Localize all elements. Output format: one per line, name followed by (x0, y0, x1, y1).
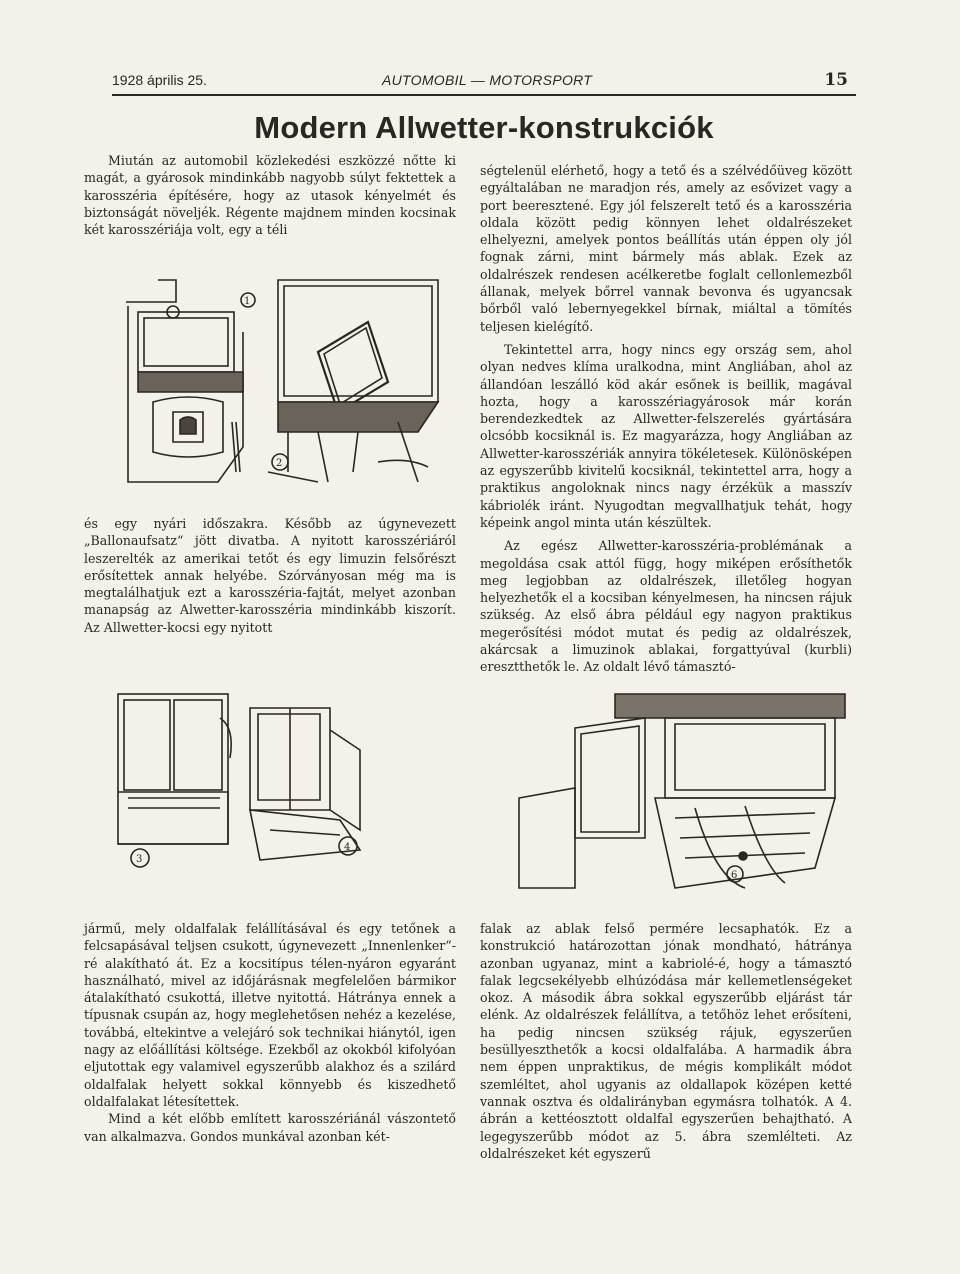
figure-interior (515, 688, 849, 896)
fig4-number: 4 (344, 842, 351, 853)
issue-date: 1928 április 25. (112, 72, 207, 88)
figure-door-windows (118, 272, 456, 498)
figure-3 (110, 688, 240, 876)
article-title: Modern Allwetter-konstrukciók (254, 110, 714, 145)
col2-top-p3: Az egész Allwetter-karosszéria-problémának a megoldása csak attól függ, hogy miképen erősíthetők meg legjobban az oldalrészek, illetőleg hogyan helyezhetők el a kocsiban kényelmesen, ha nincsen rájuk szükség. Az első ábra például egy nagyon praktikus megerősítési módot mutat és pedig az oldalrészek, akárcsak a limuzinok ablakai, forgattyúval (kurbli) eresztthetők le. Az oldalt lévő támasztó- (480, 538, 852, 675)
figure-4 (240, 700, 370, 876)
col1-bottom-text (84, 920, 456, 1145)
col1-mid-text: és egy nyári időszakra. Később az úgynevezett „Ballonaufsatz“ jött divatba. A nyitott karosszériáról leszerelték az amerikai tetőt és egy limuzin felsőrészt erősítettek annak helyébe. Szórványosan még ma is megtalálhatjuk ezt a karosszéria-fajtát, melyet azonban manapság az Alwetter-karosszéria mindinkább kiszorít. Az Allwetter-kocsi egy nyitott (84, 516, 456, 635)
col1-bot-p2: Mind a két előbb említett karosszériánál vászontető van alkalmazva. Gondos munkával azonban két- (84, 1111, 456, 1144)
col1-bot-p1: jármű, mely oldalfalak felállításával és egy tetőnek a felcsapásával teljsen csukott, úgynevezett „Innenlenker“-ré alakítható át. Ez a kocsitípus télen-nyáron egyaránt használható, mivel az időjárásnak megfelelően bármikor átalakítható csukottá, illetve nyitottá. Hátránya ennek a típusnak csupán az, hogy meglehetősen nehéz a kezelése, továbbá, eltekintve a velejáró sok technikai hiánytól, igen nagy az előállítási költsége. Ezekből az okokból kifolyóan eljutottak egy valamivel egyszerűbb alakhoz és a szilárd oldalfalak helyett sokkal könnyebb és kiszedhető oldalfalakat létesítettek. (84, 921, 456, 1109)
magazine-name: AUTOMOBIL — MOTORSPORT (382, 72, 593, 88)
col2-top-p2: Tekintettel arra, hogy nincs egy ország sem, ahol olyan nedves klíma uralkodna, mint Angliában, ahol az állandóan leszálló köd akár esőnek is beillik, magával hozta, hogy a karosszériagyárosok már korán berendezkedtek az Allwetter-felszerelés gyártására olcsóbb kocsiknál is. Ez magyarázza, hogy Angliában az Allwetter-karosszériák annyira tökéletesek. Különösképen az egyszerűbb kivitelű kocsiknál, tekintettel arra, hogy a praktikus angoloknak nincs nagy érzékük a masszív kábriolék iránt. Nyugodtan megvallhatjuk tehát, hogy képeink angol minta után készültek. (480, 341, 852, 530)
door-window-illustration (118, 272, 456, 498)
page-number: 15 (824, 70, 848, 90)
header-rule (112, 94, 856, 96)
fig2-number: 2 (276, 458, 283, 469)
fig3-number: 3 (136, 854, 143, 865)
fig1-number: 1 (244, 296, 251, 307)
col2-bottom-text: falak az ablak felső permére lecsaphatók. Ez a konstrukció határozottan jónak mondható, hátránya azonban ugyanaz, mint a kabriolé-é, hogy a támasztó falak legcsekélyebb elhúzódása már kellemetlenségeket okoz. A második ábra sokkal egyszerűbb eljárást tár elénk. Az oldalrészek felállítva, a tetőhöz lehet erősíteni, ha pedig nincsen szükség rájuk, egyszerűen besüllyeszthetők a kocsi oldalfalába. A harmadik ábra nem éppen unpraktikus, de mégis komplikált módot szemléltet, ahol ugyanis az oldallapok középen ketté vannak osztva és oldalirányban egymásra tolhatók. A 4. ábrán a kettéosztott oldalfal egyszerűen behajtható. A legegyszerűbb módot az 5. ábra szemlélteti. Az oldalrészeket két egyszerű (480, 921, 852, 1161)
fig5-number: 6 (731, 870, 738, 881)
col2-top-p1: ségtelenül elérhető, hogy a tető és a szélvédőüveg között egyáltalában ne maradjon rés, amely az esővizet vagy a port beeresztené. Egy jól felszerelt tető és a karosszéria oldala között pedig könnyen lehet oldalrészeket elhelyezni, amelyek pontos beállítás után éppen oly jól fognak zárni, mint bármely más ablak. Ezek az oldalrészek rendesen acélkeretbe foglalt cellonlemezből állanak, melyek bőrrel vannak bevonva és ugyancsak bőrből való lebernyegekkel bírnak, miáltal a tömítés teljesen kielégítő. (480, 163, 852, 334)
col2-top-text (480, 162, 852, 676)
col1-top-text: Miután az automobil közlekedési eszközzé nőtte ki magát, a gyárosok mindinkább nagyobb súlyt fektettek a karosszéria építésére, hogy az utasok kényelmét és biztonságát növeljék. Régente majdnem minden kocsinak két karosszériája volt, egy a téli (84, 153, 456, 238)
